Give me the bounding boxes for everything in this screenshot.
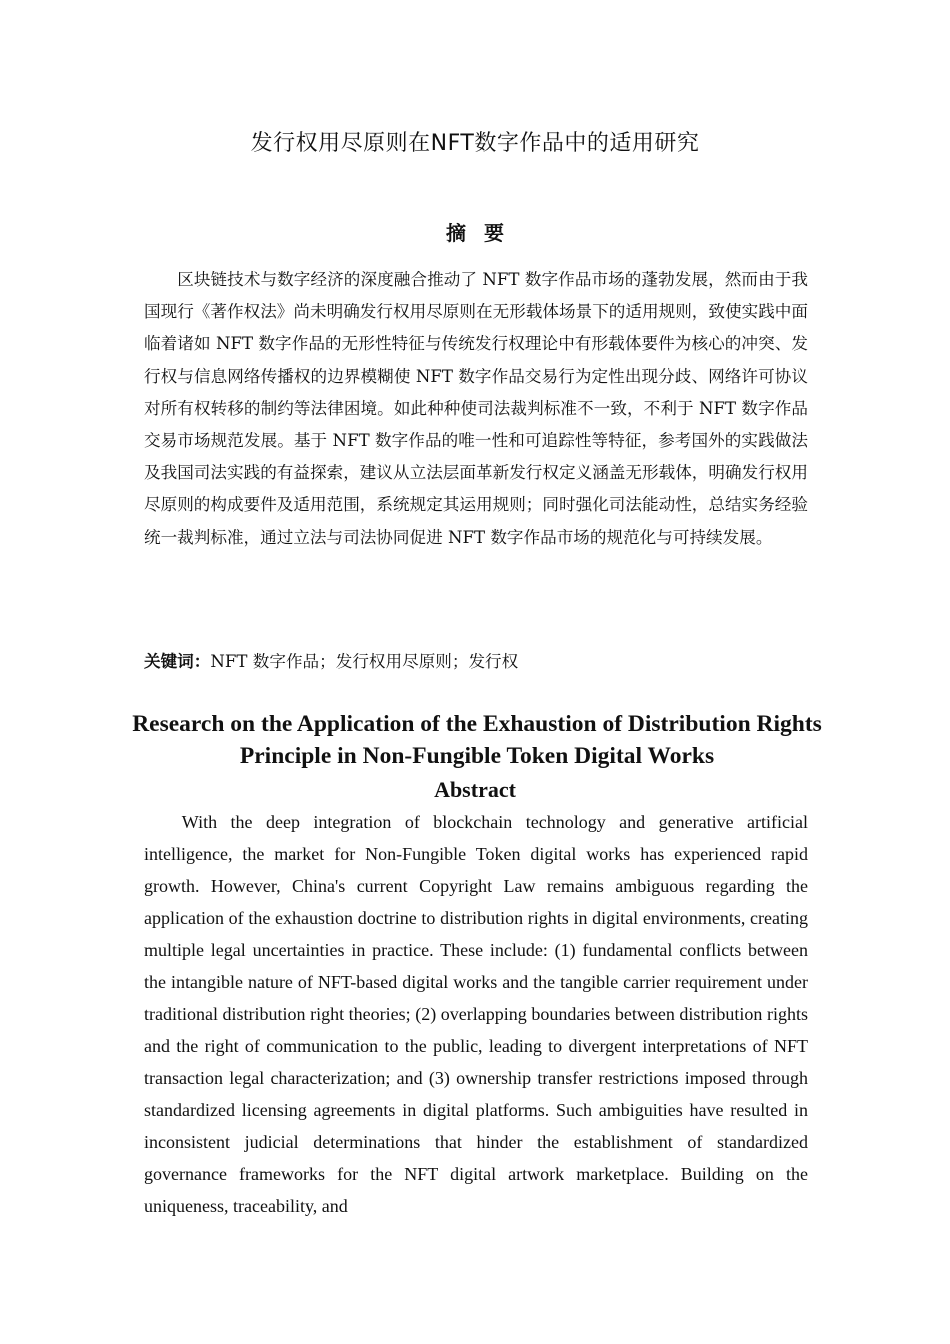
chinese-abstract-heading: 摘要 bbox=[446, 221, 522, 245]
english-abstract-heading: Abstract bbox=[434, 777, 516, 802]
english-abstract-body: With the deep integration of blockchain technology and generative artificial intelligence, the market for Non-Fungible Token digital works has experienced rapid growth. However, China's current Copyright Law remains ambiguous regarding the application of the exhaustion doctrine to distribution rights in digital environments, creating multiple legal uncertainties in practice. These include: (1) fundamental conflicts between the intangible nature of NFT-based digital works and the tangible carrier requirement under traditional distribution right theories; (2) overlapping boundaries between distribution rights and the right of communication to the public, leading to divergent interpretations of NFT transaction legal characterization; and (3) ownership transfer restrictions imposed through standardized licensing agreements in digital platforms. Such ambiguities have resulted in inconsistent judicial determinations that hinder the establishment of standardized governance frameworks for the NFT digital artwork marketplace. Building on the uniqueness, traceability, and bbox=[144, 812, 808, 1216]
chinese-abstract-body: 区块链技术与数字经济的深度融合推动了 NFT 数字作品市场的蓬勃发展，然而由于我国现行《著作权法》尚未明确发行权用尽原则在无形载体场景下的适用规则，致使实践中面临着诸如 NFT 数字作品的无形性特征与传统发行权理论中有形载体要件为核心的冲突、发行权与信息网络传播权的边界模糊使 NFT 数字作品交易行为定性出现分歧、网络许可协议对所有权转移的制约等法律困境。如此种种使司法裁判标准不一致，不利于 NFT 数字作品交易市场规范发展。基于 NFT 数字作品的唯一性和可追踪性等特征，参考国外的实践做法及我国司法实践的有益探索，建议从立法层面革新发行权定义涵盖无形载体，明确发行权用尽原则的构成要件及适用范围，系统规定其运用规则；同时强化司法能动性，总结实务经验统一裁判标准，通过立法与司法协同促进 NFT 数字作品市场的规范化与可持续发展。 bbox=[144, 270, 808, 547]
english-title: Research on the Application of the Exhaustion of Distribution Rights Principle in Non-Fungible Token Digital Works bbox=[132, 711, 822, 769]
chinese-keywords bbox=[144, 646, 808, 678]
keywords-value: NFT 数字作品；发行权用尽原则；发行权 bbox=[210, 652, 519, 671]
chinese-title: 发行权用尽原则在NFT数字作品中的适用研究 bbox=[250, 131, 700, 156]
keywords-label: 关键词： bbox=[144, 652, 211, 671]
